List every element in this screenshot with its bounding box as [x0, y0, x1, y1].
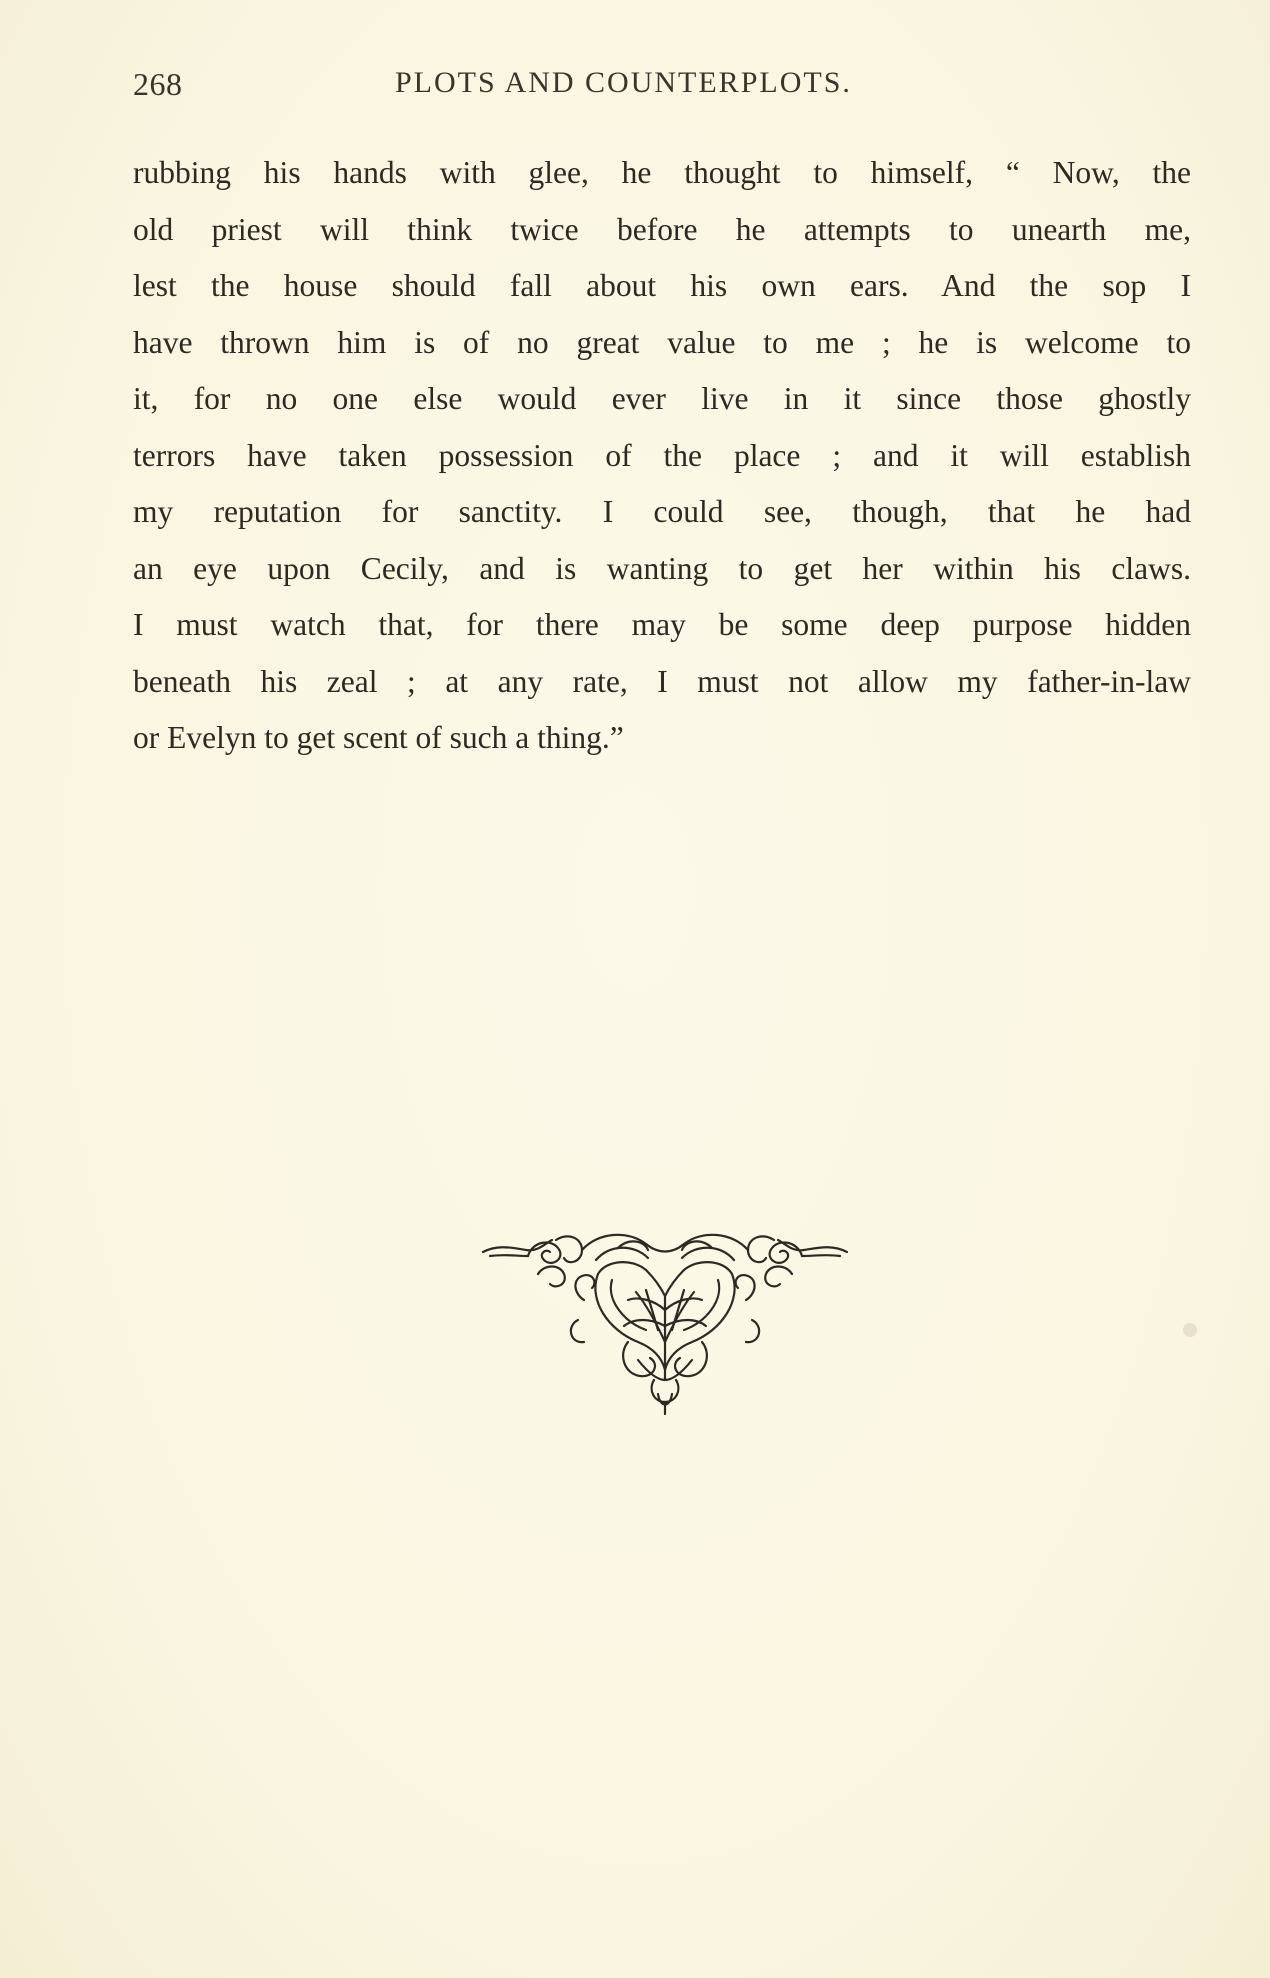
text-line: it, for no one else would ever live in it since those ghostly [133, 381, 1191, 416]
text-line: lest the house should fall about his own ears. And the sop I [133, 268, 1191, 303]
text-line: beneath his zeal ; at any rate, I must not allow my father-in-law [133, 663, 1191, 699]
page-number: 268 [133, 66, 183, 102]
text-line: old priest will think twice before he attempts to unearth me, [133, 211, 1191, 247]
text-line: terrors have taken possession of the place ; and it will establish [133, 437, 1191, 473]
text-line: or Evelyn to get scent of such a thing.” [133, 720, 624, 755]
text-line: have thrown him is of no great value to me ; he is welcome to [133, 324, 1191, 360]
tailpiece-ornament-icon [478, 1230, 852, 1420]
running-title: PLOTS AND COUNTERPLOTS. [395, 66, 852, 99]
running-head [133, 66, 1191, 106]
text-line: I must watch that, for there may be some deep purpose hidden [133, 607, 1191, 642]
paper-spot [1183, 1323, 1197, 1337]
text-line: an eye upon Cecily, and is wanting to get her within his claws. [133, 550, 1191, 586]
text-line: rubbing his hands with glee, he thought to himself, “ Now, the [133, 155, 1191, 190]
text-line: my reputation for sanctity. I could see, though, that he had [133, 494, 1191, 529]
body-text [133, 145, 1191, 767]
